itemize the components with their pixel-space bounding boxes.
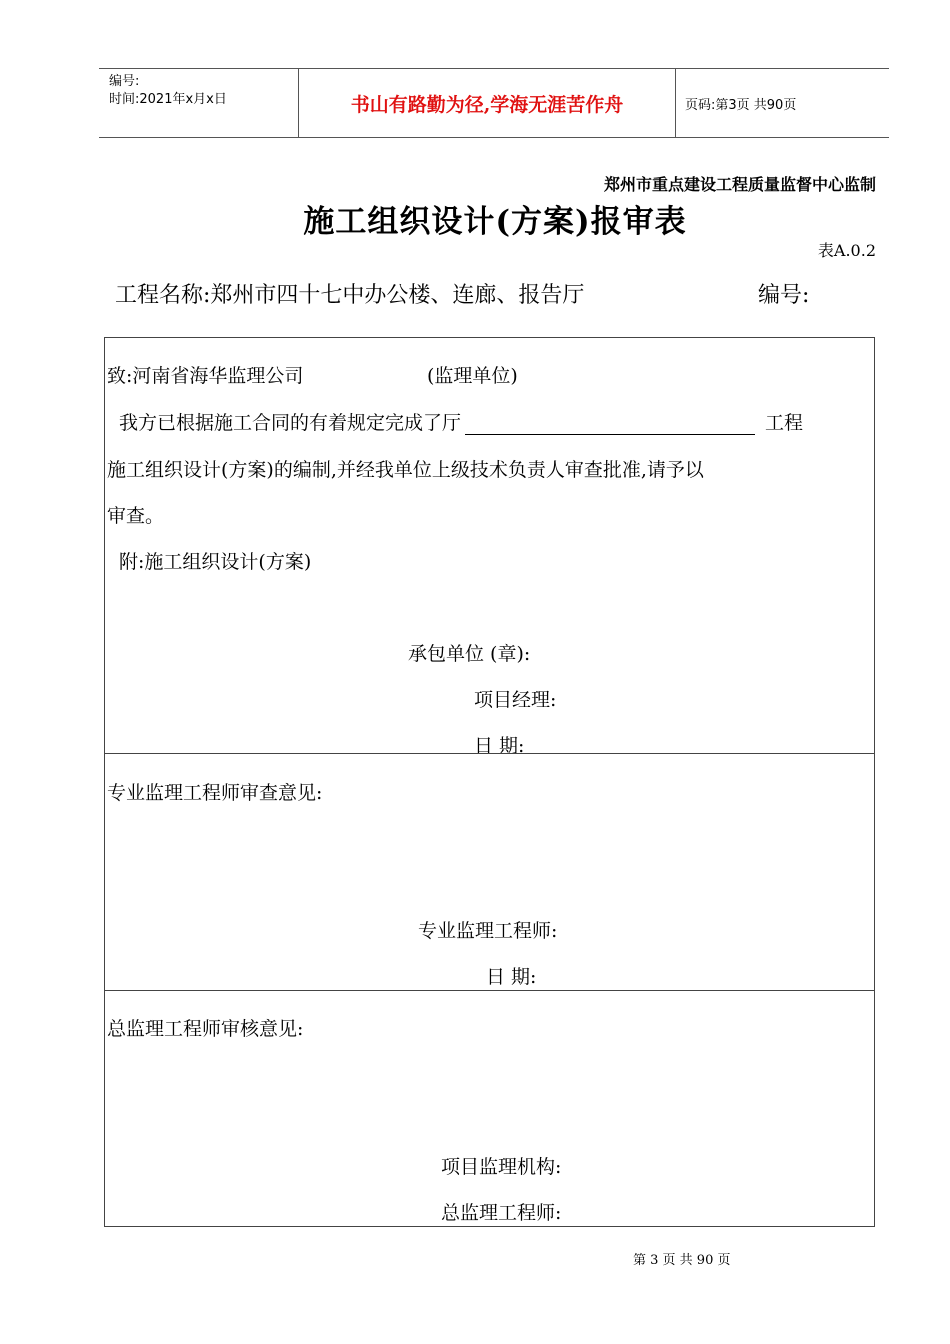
fill-in-blank[interactable] xyxy=(465,414,755,435)
engineer-label: 专业监理工程师: xyxy=(418,920,558,942)
attachment-line: 附:施工组织设计(方案) xyxy=(119,551,312,573)
body-line-1 xyxy=(119,408,803,435)
page-header xyxy=(99,68,889,138)
org-label: 项目监理机构: xyxy=(441,1156,562,1178)
engineer-review-heading: 专业监理工程师审查意见: xyxy=(107,782,323,804)
project-number-label: 编号: xyxy=(758,283,810,308)
row-divider xyxy=(105,990,874,991)
approval-table xyxy=(104,337,875,1227)
date-label-2: 日 期: xyxy=(486,966,537,988)
header-number-label: 编号: xyxy=(109,74,140,89)
addressee: 致:河南省海华监理公司 xyxy=(107,365,304,387)
header-page-info: 页码:第3页 共90页 xyxy=(685,97,797,113)
form-code: 表A.0.2 xyxy=(817,241,876,260)
contractor-label: 承包单位 (章): xyxy=(408,643,531,665)
document-title: 施工组织设计(方案)报审表 xyxy=(303,204,687,240)
header-motto: 书山有路勤为径,学海无涯苦作舟 xyxy=(299,69,676,137)
header-meta xyxy=(99,69,299,137)
body-line-1-suffix: 工程 xyxy=(765,412,804,434)
manager-label: 项目经理: xyxy=(474,689,557,711)
supervisor-label: 郑州市重点建设工程质量监督中心监制 xyxy=(603,175,876,194)
row-divider xyxy=(105,753,874,754)
header-time: 时间:2021年x月x日 xyxy=(109,92,227,107)
date-label-1: 日 期: xyxy=(474,735,525,757)
body-line-1-text: 我方已根据施工合同的有着规定完成了厅 xyxy=(119,412,462,434)
project-name: 工程名称:郑州市四十七中办公楼、连廊、报告厅 xyxy=(115,283,585,308)
chief-engineer-label: 总监理工程师: xyxy=(441,1202,562,1224)
addressee-unit: (监理单位) xyxy=(427,365,518,387)
chief-review-heading: 总监理工程师审核意见: xyxy=(107,1018,304,1040)
body-line-3: 审查。 xyxy=(107,505,165,527)
body-line-2: 施工组织设计(方案)的编制,并经我单位上级技术负责人审查批准,请予以 xyxy=(107,459,704,481)
page-footer: 第 3 页 共 90 页 xyxy=(633,1253,731,1268)
